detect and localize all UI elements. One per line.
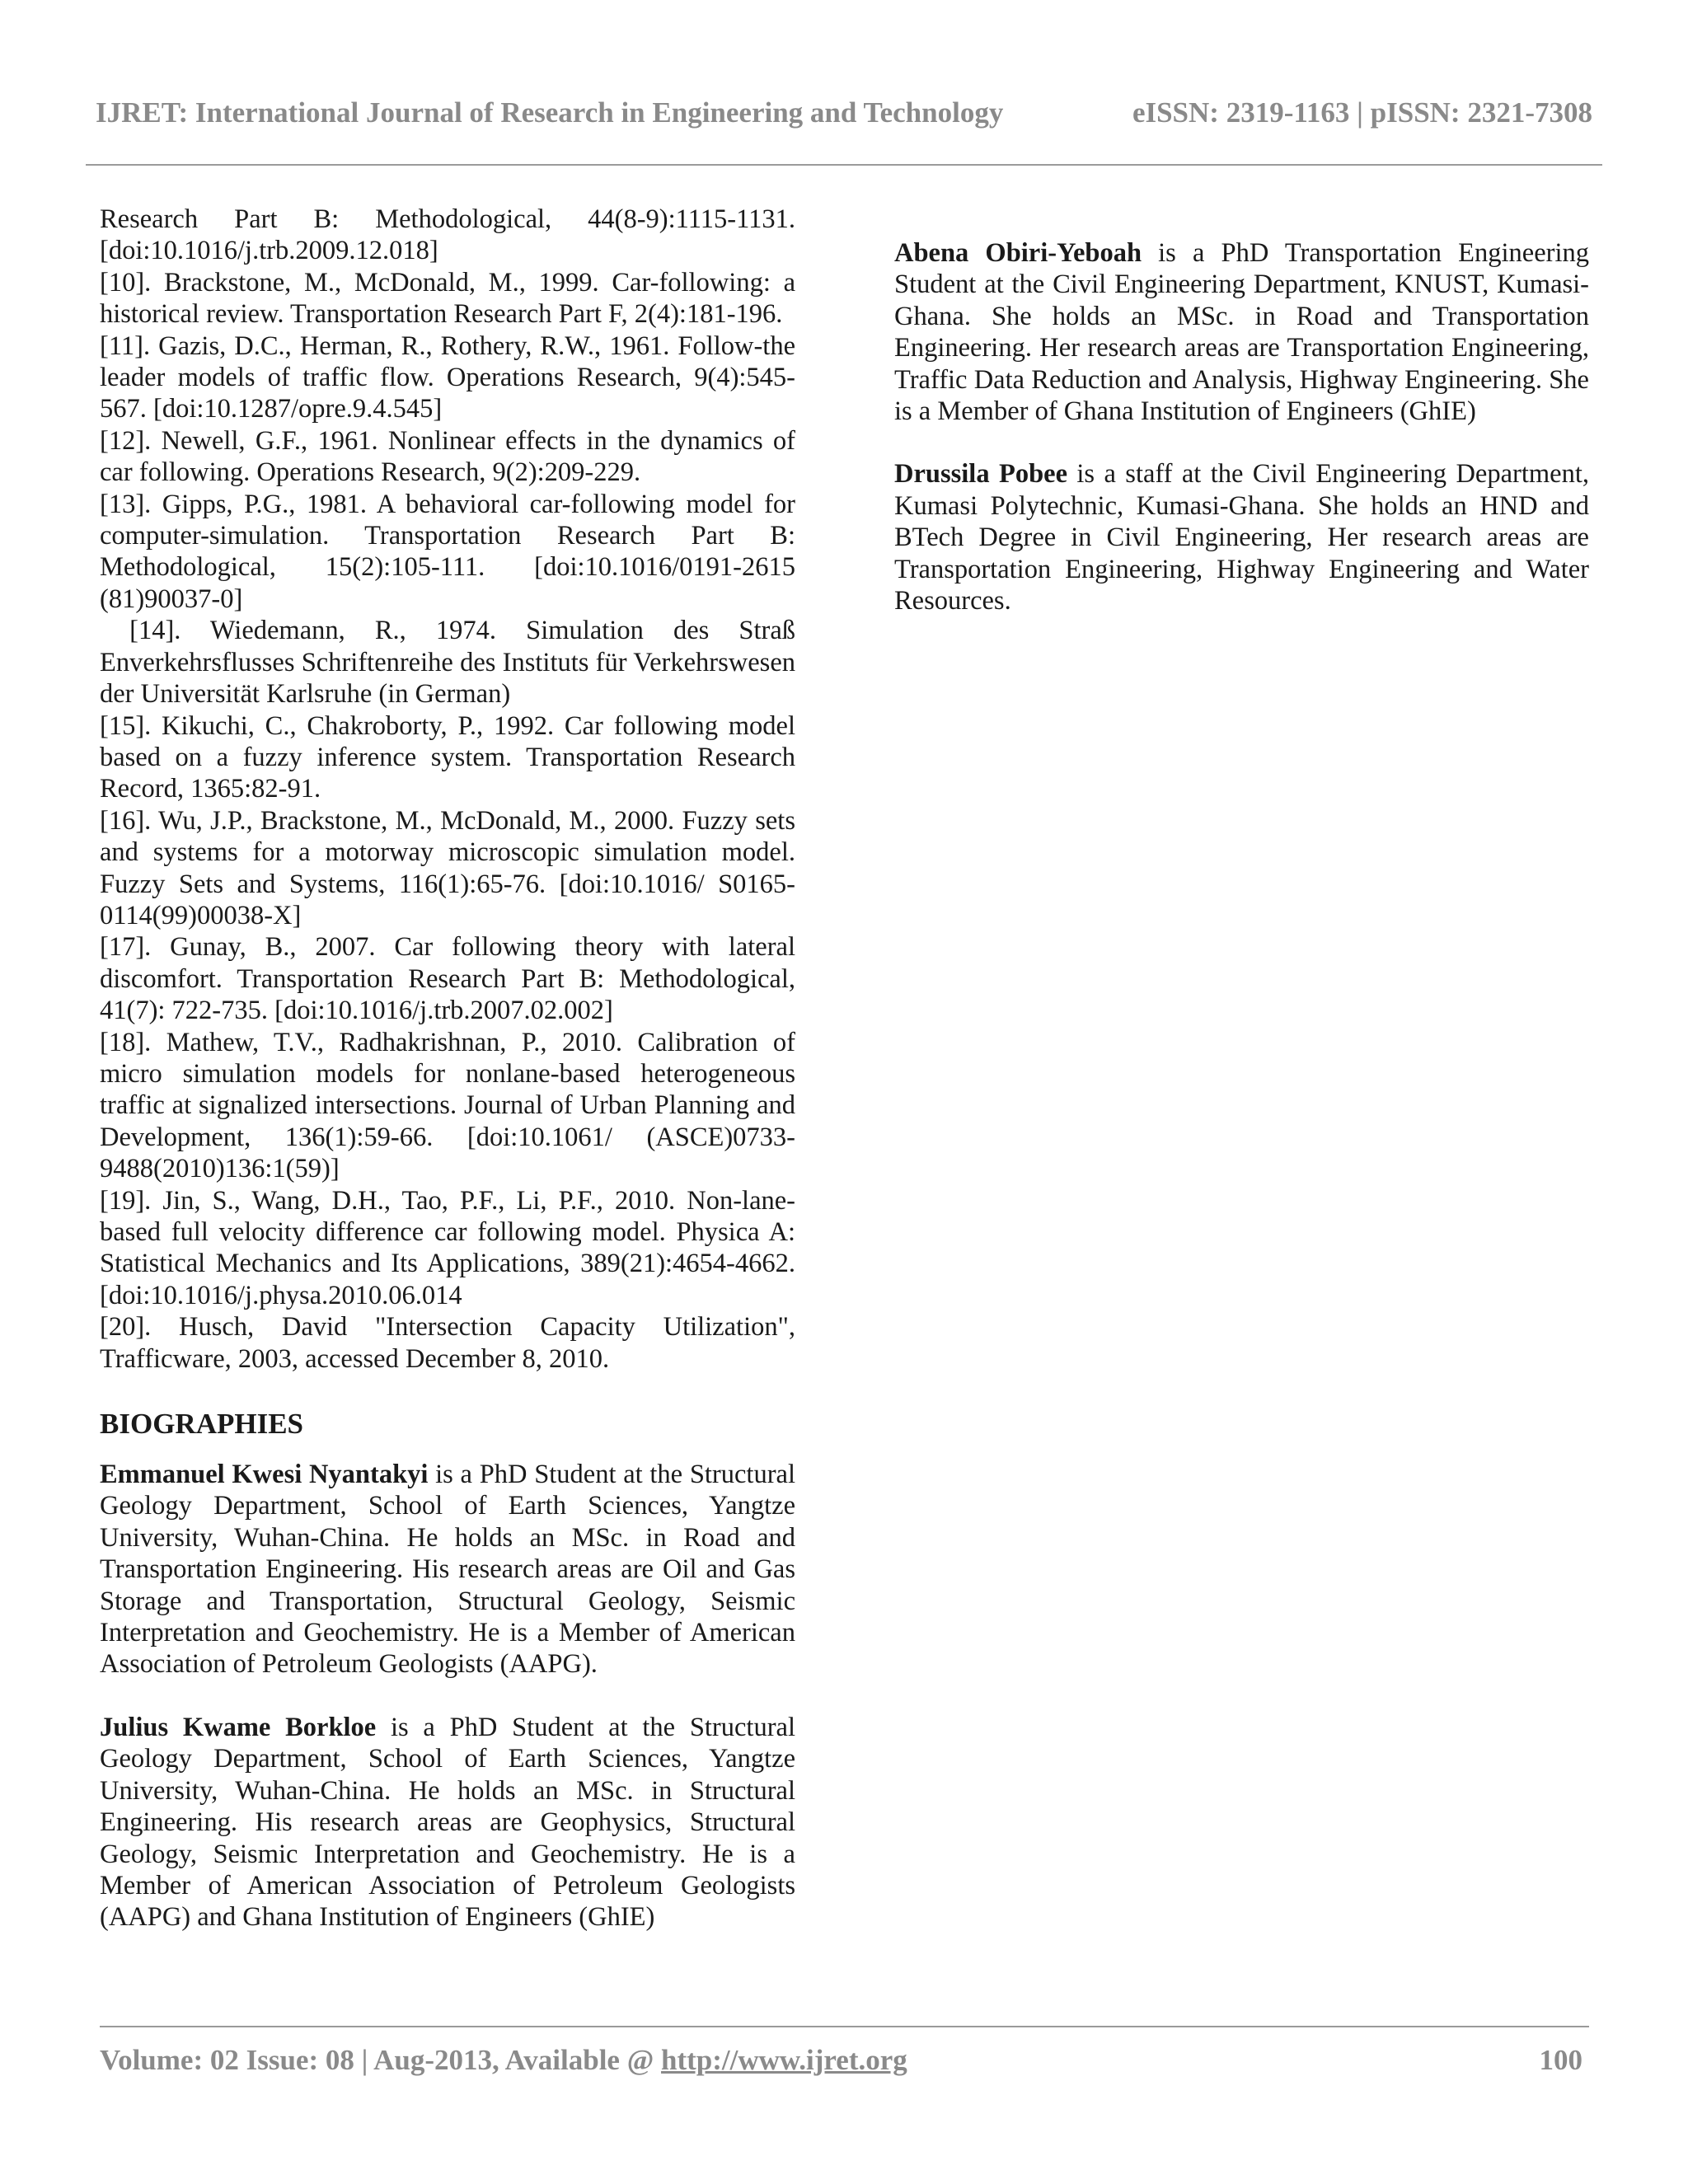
reference-item: [10]. Brackstone, M., McDonald, M., 1999. Car-following: a historical review. Transportation Research Part F, 2(4):181-196.	[100, 267, 795, 330]
reference-item: [20]. Husch, David "Intersection Capacity Utilization", Trafficware, 2003, accessed December 8, 2010.	[100, 1312, 795, 1374]
volume-info: Volume: 02 Issue: 08 | Aug-2013, Available @	[100, 2044, 662, 2076]
right-column	[894, 237, 1589, 648]
reference-item: [13]. Gipps, P.G., 1981. A behavioral car-following model for computer-simulation. Transportation Research Part B: Methodological, 15(2):105-111. [doi:10.1016/0191-2615 (81)90037-0]	[100, 489, 795, 614]
biography-entry	[894, 458, 1589, 616]
reference-item: [12]. Newell, G.F., 1961. Nonlinear effects in the dynamics of car following. Operations Research, 9(2):209-229.	[100, 425, 795, 488]
reference-item: [19]. Jin, S., Wang, D.H., Tao, P.F., Li, P.F., 2010. Non-lane-based full velocity difference car following model. Physica A: Statistical Mechanics and Its Applications, 389(21):4654-4662. [doi:10.1016/j.physa.2010.06.014	[100, 1185, 795, 1310]
left-column	[100, 204, 803, 1965]
reference-item: [16]. Wu, J.P., Brackstone, M., McDonald, M., 2000. Fuzzy sets and systems for a motorway microscopic simulation model. Fuzzy Sets and Systems, 116(1):65-76. [doi:10.1016/ S0165-0114(99)00038-X]	[100, 805, 795, 930]
journal-link[interactable]: http://www.ijret.org	[661, 2044, 907, 2076]
reference-item: [14]. Wiedemann, R., 1974. Simulation des Straß Enverkehrsflusses Schriftenreihe des Instituts für Verkehrswesen der Universität Karlsruhe (in German)	[100, 616, 803, 710]
bio-name: Abena Obiri-Yeboah	[894, 238, 1142, 268]
header-text	[96, 96, 1592, 129]
reference-item: [18]. Mathew, T.V., Radhakrishnan, P., 2010. Calibration of micro simulation models for nonlane-based heterogeneous traffic at signalized intersections. Journal of Urban Planning and Development, 136(1):59-66. [doi:10.1061/ (ASCE)0733-9488(2010)136:1(59)]	[100, 1027, 795, 1184]
header-divider	[86, 164, 1602, 166]
footer-volume	[100, 2044, 907, 2077]
reference-item: [17]. Gunay, B., 2007. Car following theory with lateral discomfort. Transportation Research Part B: Methodological, 41(7): 722-735. [doi:10.1016/j.trb.2007.02.002]	[100, 932, 795, 1026]
bio-name: Drussila Pobee	[894, 459, 1067, 490]
footer-divider	[100, 2026, 1589, 2027]
reference-item: [11]. Gazis, D.C., Herman, R., Rothery, R.W., 1961. Follow-the leader models of traffic flow. Operations Research, 9(4):545-567. [doi:10.1287/opre.9.4.545]	[100, 330, 795, 424]
biography-entry	[100, 1459, 795, 1680]
biography-entry	[100, 1712, 795, 1933]
page-number: 100	[1539, 2044, 1582, 2076]
bio-name: Julius Kwame Borkloe	[100, 1712, 377, 1742]
journal-title: IJRET: International Journal of Research in Engineering and Technology	[96, 96, 1004, 129]
issn-info: eISSN: 2319-1163 | pISSN: 2321-7308	[1132, 96, 1592, 129]
page-header	[0, 0, 1688, 171]
bio-text: is a PhD Transportation Engineering Student at the Civil Engineering Department, KNUST, Kumasi-Ghana. She holds an MSc. in Road and Transportation Engineering. Her research areas are Transportation Engineering, Traffic Data Reduction and Analysis, Highway Engineering. She is a Member of Ghana Institution of Engineers (GhIE)	[894, 238, 1589, 427]
bio-name: Emmanuel Kwesi Nyantakyi	[100, 1460, 429, 1490]
reference-item: Research Part B: Methodological, 44(8-9):1115-1131. [doi:10.1016/j.trb.2009.12.018]	[100, 204, 795, 266]
biographies-heading: BIOGRAPHIES	[100, 1408, 303, 1441]
references-list	[100, 204, 803, 1375]
bio-text: is a staff at the Civil Engineering Department, Kumasi Polytechnic, Kumasi-Ghana. She holds an HND and BTech Degree in Civil Engineering, Her research areas are Transportation Engineering, Highway Engineering and Water Resources.	[894, 459, 1589, 616]
biography-entry	[894, 237, 1589, 427]
page-footer	[100, 2044, 1582, 2077]
bio-text: is a PhD Student at the Structural Geology Department, School of Earth Sciences, Yangtze University, Wuhan-China. He holds an MSc. in Structural Engineering. His research areas are Geophysics, Structural Geology, Seismic Interpretation and Geochemistry. He is a Member of American Association of Petroleum Geologists (AAPG) and Ghana Institution of Engineers (GhIE)	[100, 1712, 795, 1933]
reference-item: [15]. Kikuchi, C., Chakroborty, P., 1992. Car following model based on a fuzzy inference system. Transportation Research Record, 1365:82-91.	[100, 710, 795, 804]
bio-text: is a PhD Student at the Structural Geology Department, School of Earth Sciences, Yangtze University, Wuhan-China. He holds an MSc. in Road and Transportation Engineering. His research areas are Oil and Gas Storage and Transportation, Structural Geology, Seismic Interpretation and Geochemistry. He is a Member of American Association of Petroleum Geologists (AAPG).	[100, 1460, 795, 1680]
